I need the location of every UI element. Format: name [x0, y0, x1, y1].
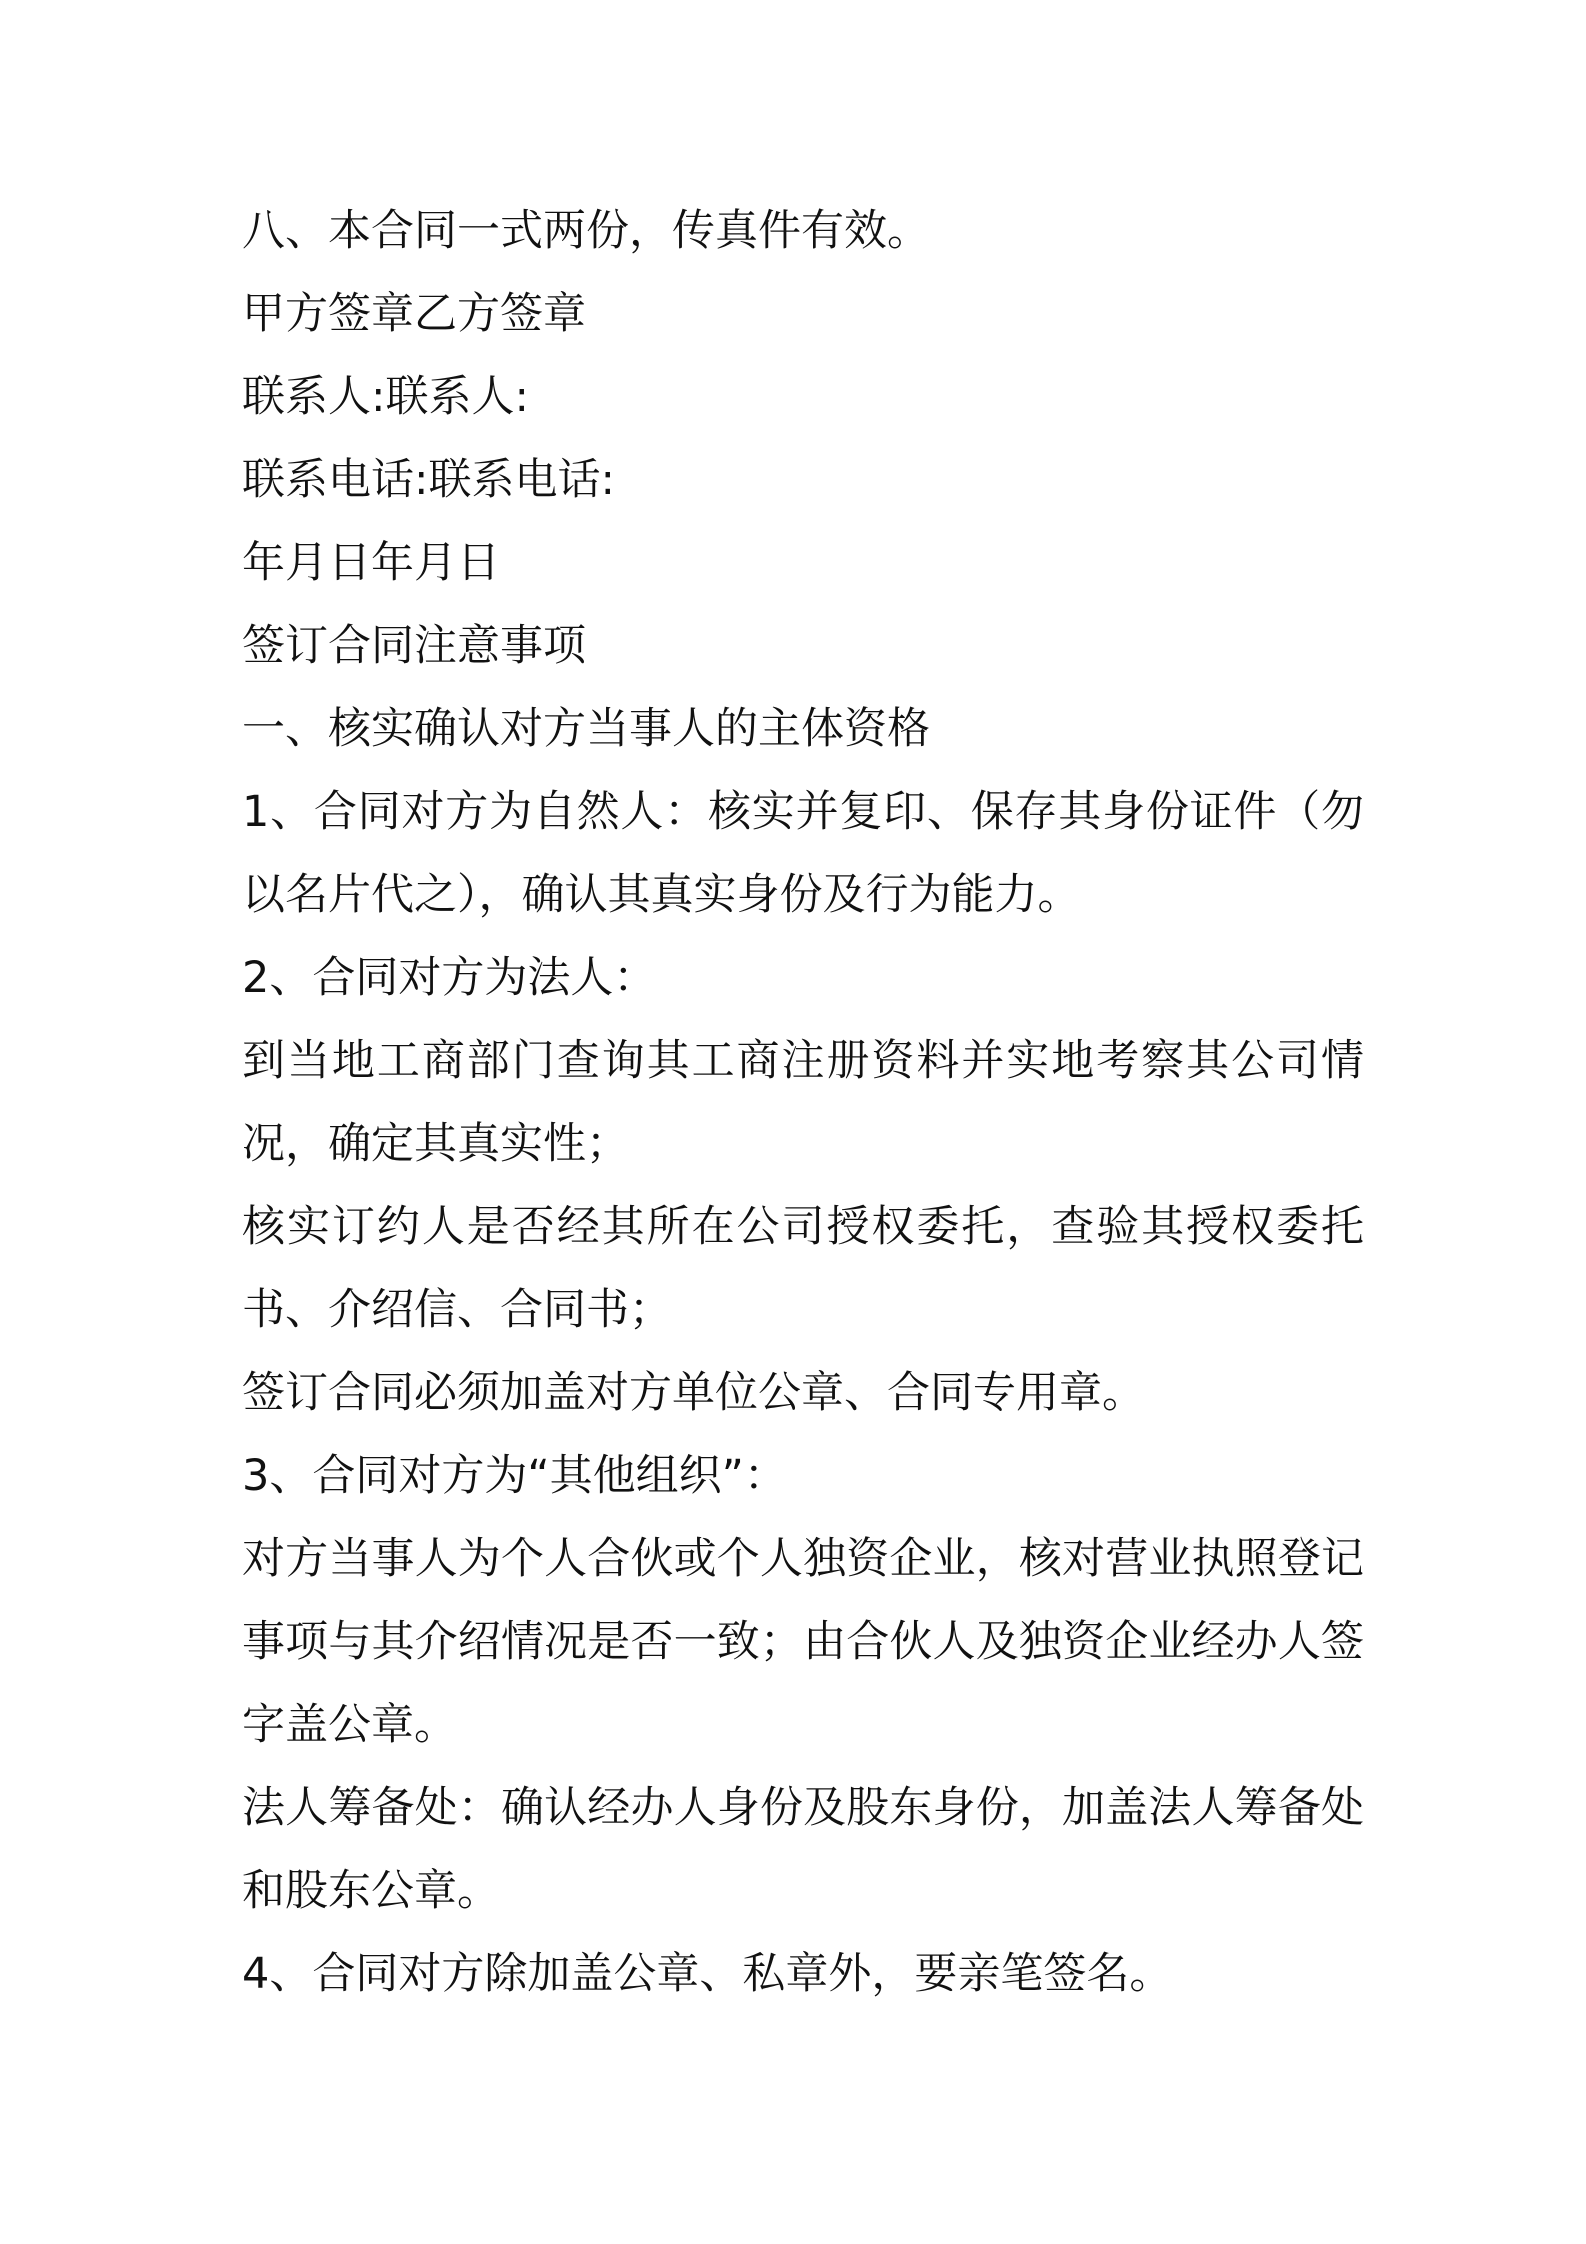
- paragraph-date-line: 年月日年月日: [242, 538, 500, 588]
- paragraph-preparatory-office: 法人筹备处：确认经办人身份及股东身份，加盖法人筹备处和股东公章。: [242, 1783, 1364, 1916]
- paragraph-official-seal: 签订合同必须加盖对方单位公章、合同专用章。: [242, 1368, 1145, 1418]
- paragraph-contact-person: 联系人:联系人:: [242, 372, 529, 422]
- paragraph-partnership-check: 对方当事人为个人合伙或个人独资企业，核对营业执照登记事项与其介绍情况是否一致；由合伙人及独资企业经办人签字盖公章。: [242, 1534, 1364, 1750]
- subheading-verify-party: 一、核实确认对方当事人的主体资格: [242, 704, 930, 754]
- paragraph-business-registration: 到当地工商部门查询其工商注册资料并实地考察其公司情况，确定其真实性；: [242, 1036, 1364, 1169]
- paragraph-copies-clause: 八、本合同一式两份，传真件有效。: [242, 206, 930, 256]
- document-body: [242, 190, 1364, 2016]
- list-item-natural-person: 1、合同对方为自然人：核实并复印、保存其身份证件（勿以名片代之），确认其真实身份及行为能力。: [242, 787, 1364, 920]
- list-item-other-organization: 3、合同对方为“其他组织”：: [242, 1451, 787, 1501]
- paragraph-signature-line: 甲方签章乙方签章: [242, 289, 586, 339]
- list-item-handwritten-signature: 4、合同对方除加盖公章、私章外，要亲笔签名。: [242, 1949, 1173, 1999]
- paragraph-authorization-check: 核实订约人是否经其所在公司授权委托，查验其授权委托书、介绍信、合同书；: [242, 1202, 1364, 1335]
- section-heading: 签订合同注意事项: [242, 621, 586, 671]
- paragraph-contact-phone: 联系电话:联系电话:: [242, 455, 615, 505]
- list-item-legal-person: 2、合同对方为法人：: [242, 953, 657, 1003]
